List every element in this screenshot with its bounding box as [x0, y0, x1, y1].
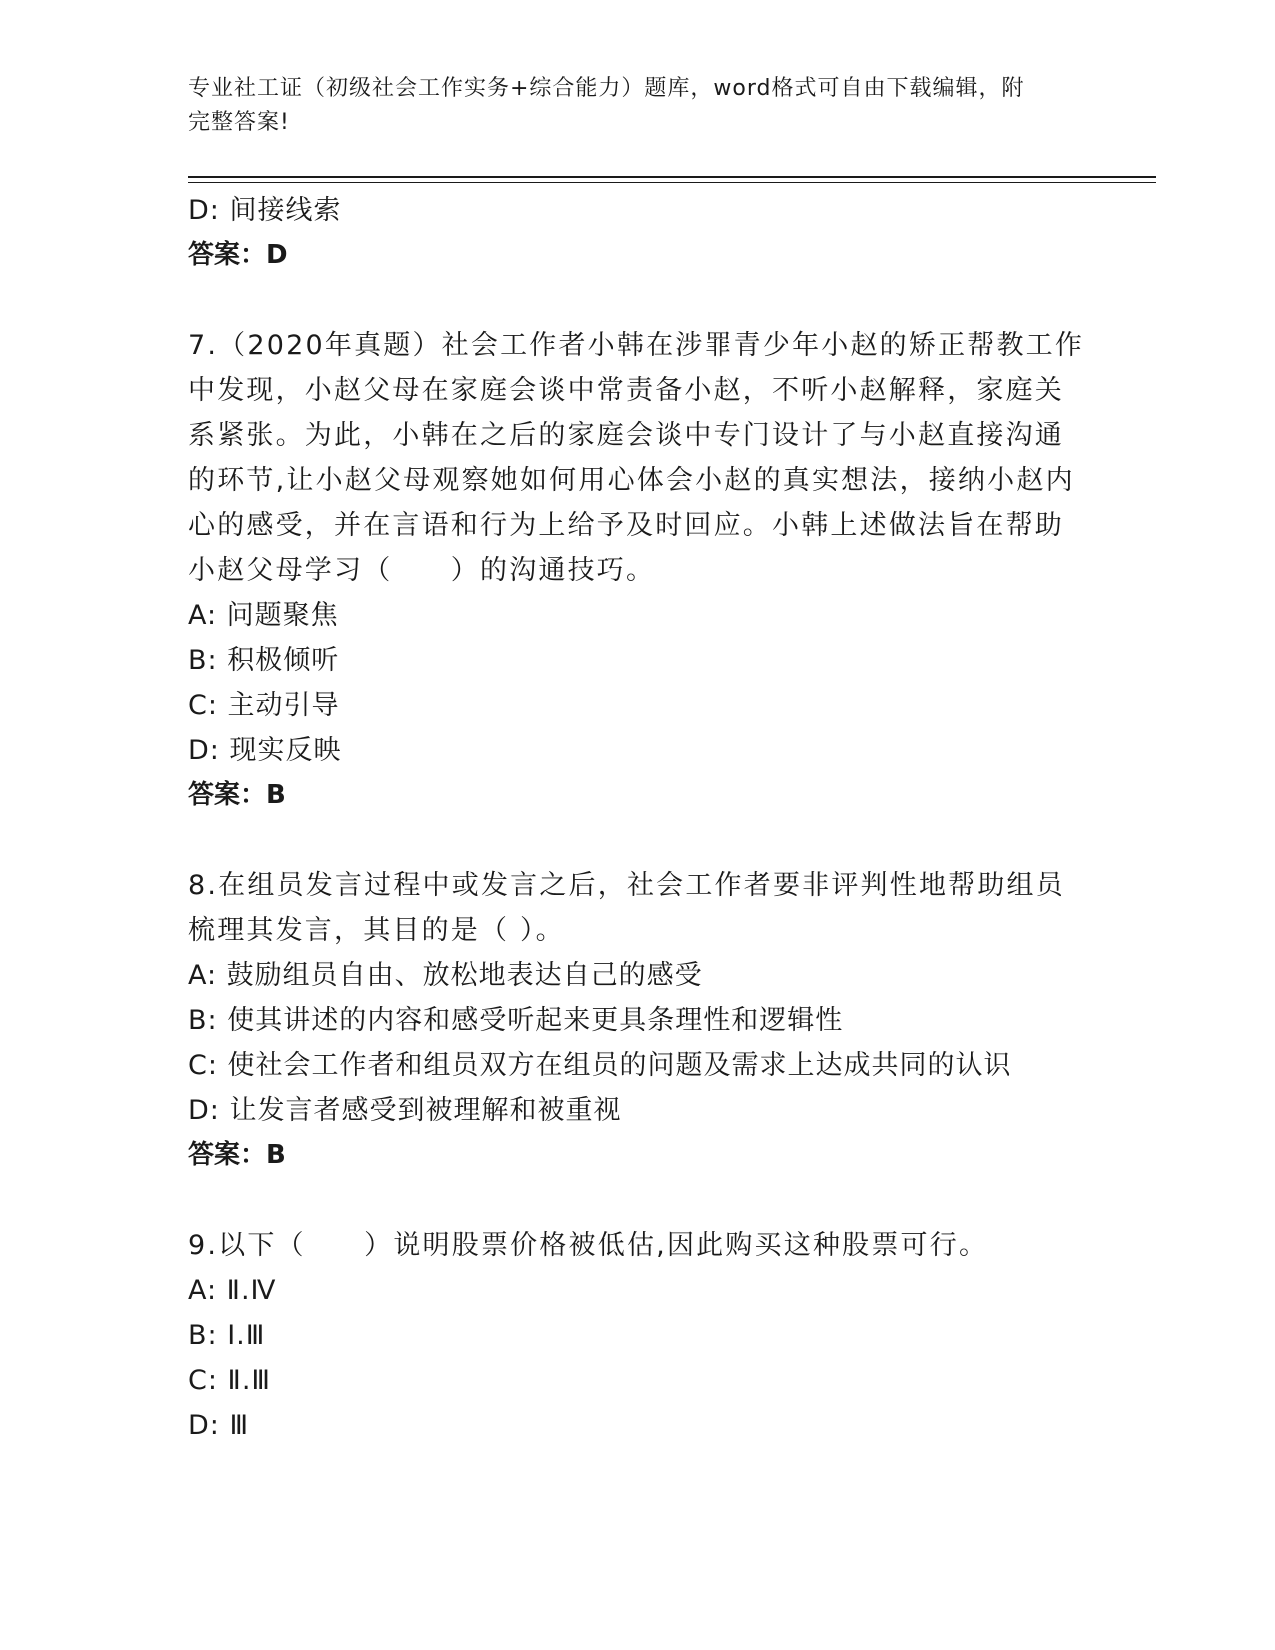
q9-option-a: A: Ⅱ.Ⅳ [188, 1275, 277, 1306]
q7-option-d: D: 现实反映 [188, 735, 342, 766]
prev-answer: 答案：D [188, 240, 288, 270]
header-divider-thin [188, 182, 1156, 183]
question-content [188, 188, 1088, 1448]
q8-option-d: D: 让发言者感受到被理解和被重视 [188, 1095, 622, 1126]
q7-stem-line: 系紧张。为此，小韩在之后的家庭会谈中专门设计了与小赵直接沟通 [188, 420, 1064, 451]
q8-answer: 答案：B [188, 1140, 286, 1170]
q9-stem-line: 9.以下（ ）说明股票价格被低估,因此购买这种股票可行。 [188, 1230, 989, 1261]
q8-option-a: A: 鼓励组员自由、放松地表达自己的感受 [188, 960, 703, 991]
q9-option-d: D: Ⅲ [188, 1410, 250, 1441]
spacer [188, 818, 1088, 863]
q7-option-c: C: 主动引导 [188, 690, 340, 721]
q7-stem-line: 小赵父母学习（ ）的沟通技巧。 [188, 555, 656, 586]
q7-stem-line: 的环节,让小赵父母观察她如何用心体会小赵的真实想法，接纳小赵内 [188, 465, 1075, 496]
question-7 [188, 323, 1088, 818]
question-8 [188, 863, 1088, 1178]
q7-stem-line: 心的感受，并在言语和行为上给予及时回应。小韩上述做法旨在帮助 [188, 510, 1064, 541]
q7-stem-line: 7.（2020年真题）社会工作者小韩在涉罪青少年小赵的矫正帮教工作 [188, 330, 1085, 361]
header-line-2: 完整答案! [188, 110, 290, 135]
document-header [188, 72, 1088, 140]
q7-option-a: A: 问题聚焦 [188, 600, 339, 631]
header-divider-thick [188, 176, 1156, 178]
q9-option-c: C: Ⅱ.Ⅲ [188, 1365, 272, 1396]
q7-stem-line: 中发现，小赵父母在家庭会谈中常责备小赵，不听小赵解释，家庭关 [188, 375, 1064, 406]
prev-option-d: D: 间接线索 [188, 195, 342, 226]
q9-option-b: B: Ⅰ.Ⅲ [188, 1320, 266, 1351]
q7-option-b: B: 积极倾听 [188, 645, 340, 676]
spacer [188, 278, 1088, 323]
q8-option-b: B: 使其讲述的内容和感受听起来更具条理性和逻辑性 [188, 1005, 844, 1036]
q7-answer: 答案：B [188, 780, 286, 810]
spacer [188, 1178, 1088, 1223]
header-line-1: 专业社工证（初级社会工作实务+综合能力）题库，word格式可自由下载编辑，附 [188, 76, 1025, 101]
q8-option-c: C: 使社会工作者和组员双方在组员的问题及需求上达成共同的认识 [188, 1050, 1012, 1081]
q8-stem-line: 梳理其发言，其目的是（ ）。 [188, 915, 565, 946]
question-9 [188, 1223, 1088, 1448]
q8-stem-line: 8.在组员发言过程中或发言之后，社会工作者要非评判性地帮助组员 [188, 870, 1065, 901]
